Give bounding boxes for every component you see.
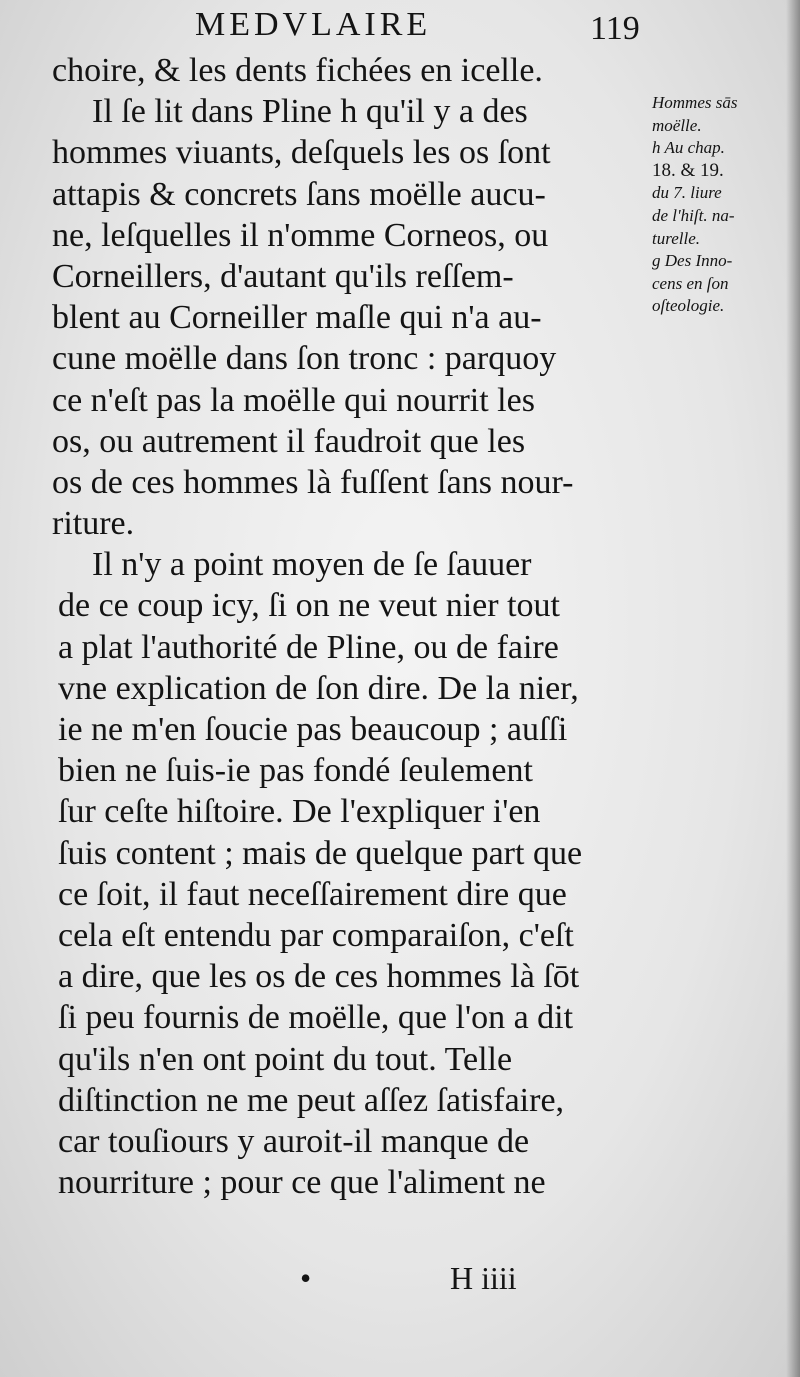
text-line: diſtinction ne me peut aſſez ſatisfaire,: [58, 1081, 565, 1119]
text-line: cela eſt entendu par comparaiſon, c'eſt: [58, 916, 574, 954]
text-line: os de ces hommes là fuſſent ſans nour-: [52, 463, 574, 501]
text-line: os, ou autrement il faudroit que les: [52, 422, 526, 460]
page-number: 119: [590, 10, 640, 47]
running-head: MEDVLAIRE: [195, 6, 432, 43]
text-line: car touſiours y auroit-il manque de: [58, 1122, 530, 1160]
text-line: qu'ils n'en ont point du tout. Telle: [58, 1040, 513, 1078]
margin-note-line: g Des Inno-: [652, 251, 733, 271]
text-line: cune moëlle dans ſon tronc : parquoy: [52, 340, 557, 378]
text-line: ſuis content ; mais de quelque part que: [58, 834, 583, 872]
text-line: hommes viuants, deſquels les os ſont: [52, 134, 551, 172]
text-line: ne, leſquelles il n'omme Corneos, ou: [52, 216, 549, 254]
text-line: Corneillers, d'autant qu'ils reſſem-: [52, 257, 514, 295]
text-line: riture.: [52, 505, 135, 543]
text-line: de ce coup icy, ſi on ne veut nier tout: [58, 587, 560, 625]
margin-note-line: cens en ſon: [652, 273, 729, 293]
margin-note-line: moëlle.: [652, 115, 702, 135]
margin-note-line: Hommes sās: [652, 93, 738, 112]
text-line: ce ſoit, il faut neceſſairement dire que: [58, 875, 567, 913]
text-line: a plat l'authorité de Pline, ou de faire: [58, 628, 559, 666]
margin-note-line: h Au chap.: [652, 138, 725, 158]
text-line: ſi peu fournis de moëlle, que l'on a dit: [58, 999, 574, 1037]
main-text-block: [52, 50, 662, 1203]
margin-notes: [652, 92, 800, 318]
text-line: choire, & les dents fichées en icelle.: [52, 52, 543, 89]
text-line: Il ſe lit dans Pline h qu'il y a des: [92, 93, 528, 131]
margin-note-line: 18. & 19.: [652, 159, 724, 181]
text-line: ie ne m'en ſoucie pas beaucoup ; auſſi: [58, 711, 568, 748]
margin-note-line: du 7. liure: [652, 183, 722, 203]
margin-note-line: oſteologie.: [652, 296, 725, 316]
margin-note-line: turelle.: [652, 228, 700, 248]
text-line: blent au Corneiller maſle qui n'a au-: [52, 299, 542, 337]
text-line: Il n'y a point moyen de ſe ſauuer: [92, 546, 532, 584]
text-line: a dire, que les os de ces hommes là ſōt: [58, 958, 580, 996]
text-line: attapis & concrets ſans moëlle aucu-: [52, 175, 546, 213]
margin-note-line: de l'hiſt. na-: [652, 205, 735, 225]
bullet-mark: •: [300, 1260, 312, 1296]
text-line: bien ne ſuis-ie pas fondé ſeulement: [58, 752, 533, 790]
text-line: ce n'eſt pas la moëlle qui nourrit les: [52, 381, 535, 419]
signature-mark: H iiii: [450, 1260, 517, 1296]
text-line: nourriture ; pour ce que l'aliment ne: [58, 1164, 546, 1202]
text-line: vne explication de ſon dire. De la nier,: [58, 669, 579, 707]
footer-line: [300, 1260, 517, 1297]
text-line: ſur ceſte hiſtoire. De l'expliquer i'en: [58, 793, 541, 831]
